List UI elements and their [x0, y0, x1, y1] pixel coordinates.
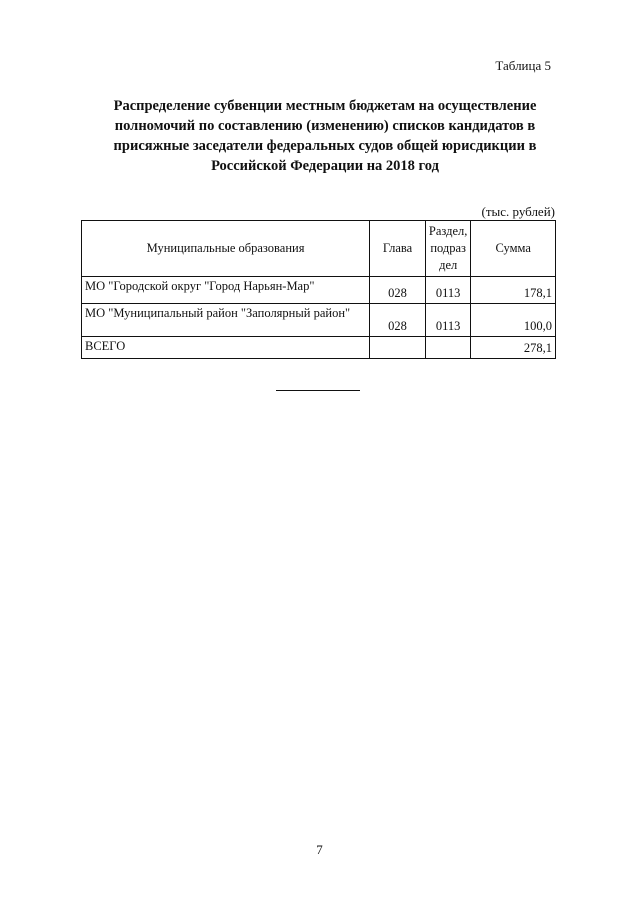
- table-row: [82, 277, 556, 304]
- chapter-cell: 028: [370, 304, 426, 337]
- section-cell: 0113: [425, 304, 470, 337]
- table-number: Таблица 5: [495, 58, 551, 73]
- title-line: полномочий по составлению (изменению) списков кандидатов в: [114, 118, 536, 134]
- page-number: 7: [316, 842, 323, 857]
- sum-cell: 178,1: [471, 277, 556, 304]
- title-line: присяжные заседатели федеральных судов общей юрисдикции в: [113, 138, 537, 154]
- total-section-cell: [425, 337, 470, 359]
- municipality-cell: МО "Муниципальный район "Заполярный район": [82, 304, 370, 337]
- sum-cell: 100,0: [471, 304, 556, 337]
- table-header-row: [82, 221, 556, 277]
- header-municipality: Муниципальные образования: [82, 221, 370, 277]
- total-row: [82, 337, 556, 359]
- title-line: Российской Федерации на 2018 год: [211, 158, 439, 174]
- document-title: [80, 96, 570, 176]
- header-sum: Сумма: [471, 221, 556, 277]
- table-row: [82, 304, 556, 337]
- total-sum: 278,1: [471, 337, 556, 359]
- municipality-cell: МО "Городской округ "Город Нарьян-Мар": [82, 277, 370, 304]
- separator-line: [276, 390, 360, 391]
- title-line: Распределение субвенции местным бюджетам на осуществление: [113, 98, 537, 114]
- chapter-cell: 028: [370, 277, 426, 304]
- total-label: ВСЕГО: [82, 337, 370, 359]
- header-section: Раздел, подраз дел: [425, 221, 470, 277]
- section-cell: 0113: [425, 277, 470, 304]
- header-chapter: Глава: [370, 221, 426, 277]
- subvention-table: [81, 220, 556, 359]
- units-note: (тыс. рублей): [481, 204, 555, 219]
- total-chapter-cell: [370, 337, 426, 359]
